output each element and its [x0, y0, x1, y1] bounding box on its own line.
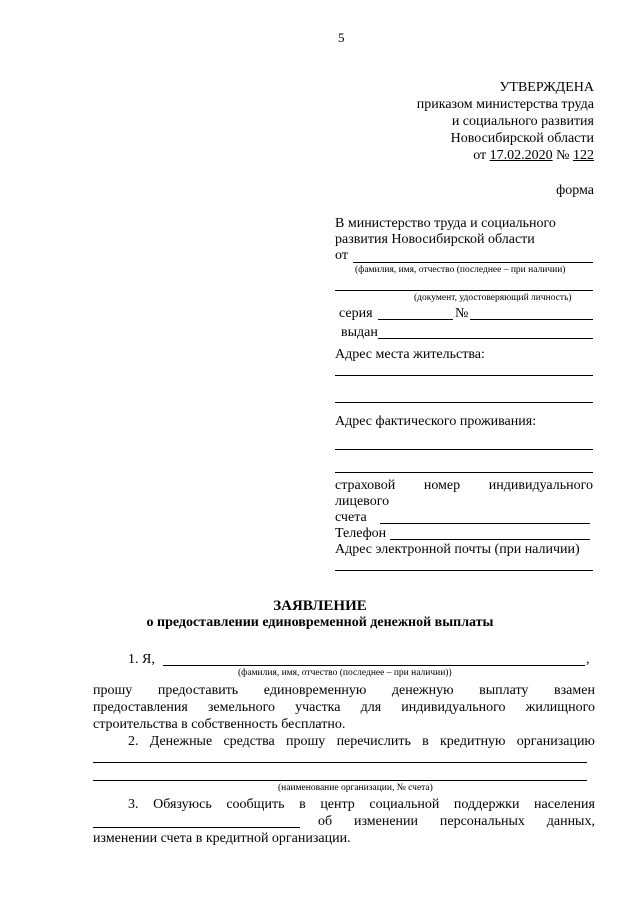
approval-line-3: Новосибирской области [450, 131, 594, 146]
p1-start: 1. Я, [128, 652, 155, 667]
phone-field[interactable] [390, 539, 590, 540]
p1-fio-field[interactable] [163, 665, 585, 666]
approval-line-2: и социального развития [451, 114, 594, 129]
identity-document-field[interactable] [335, 290, 593, 291]
snils-line [335, 478, 593, 494]
p3-l2-w4: данных, [546, 814, 595, 829]
p2-w1: 2. [128, 734, 139, 749]
p2-w6: в [422, 734, 429, 749]
form-label: форма [556, 183, 594, 198]
applicant-name-field[interactable] [353, 262, 593, 263]
approval-date: 17.02.2020 [489, 148, 553, 163]
p1-l1-w2: предоставить [157, 683, 239, 698]
p2-hint: (наименование организации, № счета) [278, 783, 433, 793]
approval-date-prefix: от [473, 148, 490, 163]
issued-field[interactable] [378, 338, 593, 339]
fio-hint: (фамилия, имя, отчество (последнее – при наличии) [355, 265, 566, 275]
approval-date-line [334, 148, 594, 164]
document-subtitle: о предоставлении единовременной денежной выплаты [146, 615, 494, 630]
page-number: 5 [338, 30, 345, 45]
number-label: № [455, 306, 469, 321]
p3-l2-w2: изменении [353, 814, 419, 829]
p1-l2-w3: участка [295, 700, 341, 715]
p2-line-1 [128, 734, 595, 750]
issued-label: выдан [341, 325, 378, 340]
document-hint: (документ, удостоверяющий личность) [414, 293, 572, 303]
p1-l2-w4: для [360, 700, 382, 715]
p3-w8: населения [534, 797, 595, 812]
p3-w6: социальной [369, 797, 440, 812]
p1-line-2 [93, 700, 595, 716]
p1-l2-w5: индивидуального [401, 700, 506, 715]
addressee-line-1: В министерство труда и социального [335, 216, 556, 231]
snils-word-3: индивидуального [488, 478, 593, 493]
approval-number-sign: № [552, 148, 573, 163]
p2-w5: перечислить [336, 734, 411, 749]
p3-w2: Обязуюсь [153, 797, 212, 812]
p3-l2-w1: об [318, 814, 333, 829]
bank-field-2[interactable] [93, 780, 587, 781]
phone-label: Телефон [335, 526, 387, 541]
p2-w4: прошу [286, 734, 326, 749]
addressee-line-2: развития Новосибирской области [335, 232, 535, 247]
p1-l1-w6: взамен [554, 683, 595, 698]
p3-line-2 [318, 814, 595, 830]
p3-l2-w3: персональных [439, 814, 525, 829]
approval-line-1: приказом министерства труда [416, 97, 594, 112]
residence-address-field-1[interactable] [335, 375, 593, 376]
email-label: Адрес электронной почты (при наличии) [335, 542, 580, 557]
email-field[interactable] [335, 570, 593, 571]
actual-address-label: Адрес фактического проживания: [335, 414, 537, 429]
p1-line-3: строительства в собственность бесплатно. [93, 717, 346, 732]
p2-w7: кредитную [440, 734, 506, 749]
residence-address-field-2[interactable] [335, 402, 593, 403]
number-field[interactable] [470, 319, 593, 320]
approval-number: 122 [573, 148, 594, 163]
p1-l1-w4: денежную [391, 683, 454, 698]
support-center-field[interactable] [93, 827, 300, 828]
account-label: счета [335, 510, 367, 525]
from-label: от [335, 248, 348, 263]
p3-w7: поддержки [453, 797, 520, 812]
snils-word-1: страховой [335, 478, 396, 493]
p2-w8: организацию [516, 734, 595, 749]
p1-l2-w1: предоставления [93, 700, 188, 715]
p2-w2: Денежные [149, 734, 213, 749]
p1-l1-w5: выплату [479, 683, 529, 698]
snils-word-2: номер [423, 478, 461, 493]
p3-line-3: изменении счета в кредитной организации. [93, 831, 351, 846]
bank-field-1[interactable] [93, 762, 587, 763]
p2-w3: средства [223, 734, 275, 749]
residence-address-label: Адрес места жительства: [335, 347, 485, 362]
series-label: серия [339, 306, 373, 321]
p3-w5: центр [320, 797, 355, 812]
p1-hint: (фамилия, имя, отчество (последнее – при наличии)) [238, 668, 452, 678]
p3-w4: в [299, 797, 306, 812]
p3-line-1 [128, 797, 595, 813]
p1-l2-w2: земельного [207, 700, 275, 715]
series-field[interactable] [378, 319, 453, 320]
p1-l2-w6: жилищного [525, 700, 595, 715]
p3-w1: 3. [128, 797, 139, 812]
snils-line-2: лицевого [335, 494, 390, 509]
document-title: ЗАЯВЛЕНИЕ [273, 598, 367, 614]
p1-comma: , [586, 652, 590, 667]
p1-line-1 [93, 683, 595, 699]
account-field[interactable] [380, 523, 590, 524]
p1-l1-w1: прошу [93, 683, 133, 698]
actual-address-field-1[interactable] [335, 449, 593, 450]
approval-title: УТВЕРЖДЕНА [499, 80, 594, 95]
p1-l1-w3: единовременную [263, 683, 367, 698]
p3-w3: сообщить [226, 797, 285, 812]
actual-address-field-2[interactable] [335, 472, 593, 473]
